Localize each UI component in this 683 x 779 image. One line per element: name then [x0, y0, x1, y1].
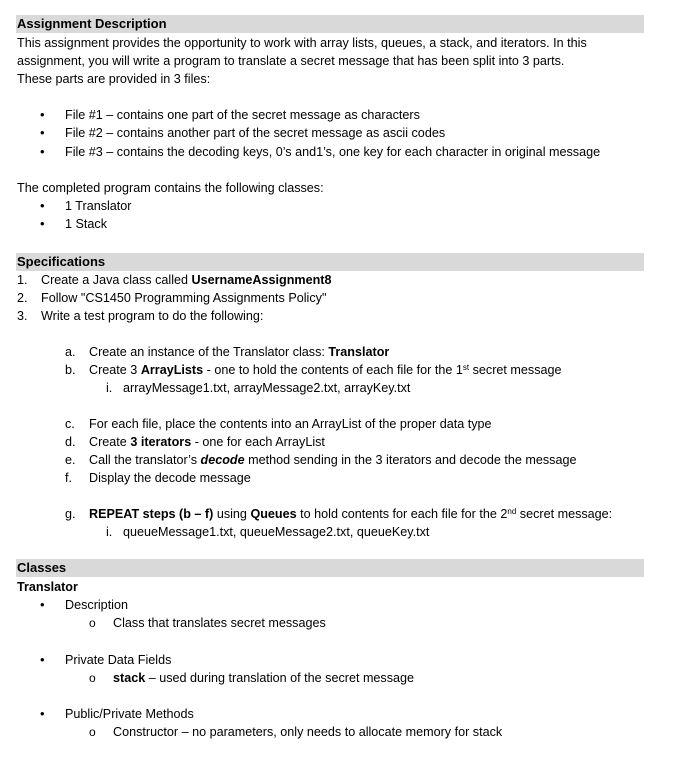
constructor-text: Constructor – no parameters, only needs to allocate memory for stack — [113, 725, 503, 739]
bullet-icon: • — [40, 198, 45, 213]
classes-heading: Classes — [16, 559, 644, 577]
step-letter: e. — [65, 453, 76, 467]
description-label: Description — [65, 598, 128, 612]
spec-item-1: Create a Java class called UsernameAssignment8 — [41, 273, 332, 287]
step-b-files: arrayMessage1.txt, arrayMessage2.txt, arrayKey.txt — [123, 381, 411, 395]
methods-label: Public/Private Methods — [65, 707, 194, 721]
step-letter: a. — [65, 345, 76, 359]
step-f: Display the decode message — [89, 471, 251, 485]
spec-number: 3. — [17, 309, 28, 323]
bullet-icon: • — [40, 144, 45, 159]
spec-item-3: Write a test program to do the following: — [41, 309, 264, 323]
step-e: Call the translator’s decode method sending in the 3 iterators and decode the message — [89, 453, 577, 467]
specifications-heading: Specifications — [16, 253, 644, 271]
class-item-stack: 1 Stack — [65, 217, 107, 231]
intro-line-1: This assignment provides the opportunity to work with array lists, queues, a stack, and iterators. In this — [17, 36, 587, 50]
bullet-icon: • — [40, 597, 45, 612]
bullet-icon: • — [40, 107, 45, 122]
file-item-2: File #2 – contains another part of the secret message as ascii codes — [65, 126, 446, 140]
step-b: Create 3 ArrayLists - one to hold the contents of each file for the 1st secret message — [89, 363, 562, 377]
step-letter: f. — [65, 471, 72, 485]
step-c: For each file, place the contents into an ArrayList of the proper data type — [89, 417, 492, 431]
step-letter: g. — [65, 507, 76, 521]
spec-number: 2. — [17, 291, 28, 305]
bullet-icon: • — [40, 216, 45, 231]
intro-line-2: assignment, you will write a program to translate a secret message that has been split into 3 parts. — [17, 54, 565, 68]
fields-label: Private Data Fields — [65, 653, 172, 667]
assignment-heading: Assignment Description — [16, 15, 644, 33]
intro-line-3: These parts are provided in 3 files: — [17, 72, 211, 86]
circle-bullet-icon: o — [89, 671, 96, 685]
file-item-3: File #3 – contains the decoding keys, 0’s and1’s, one key for each character in original message — [65, 145, 601, 159]
classes-intro: The completed program contains the following classes: — [17, 181, 324, 195]
circle-bullet-icon: o — [89, 725, 96, 739]
step-d: Create 3 iterators - one for each ArrayList — [89, 435, 325, 449]
step-letter: b. — [65, 363, 76, 377]
step-g-files: queueMessage1.txt, queueMessage2.txt, queueKey.txt — [123, 525, 430, 539]
field-stack: stack – used during translation of the secret message — [113, 671, 415, 685]
translator-title: Translator — [17, 580, 78, 594]
step-roman: i. — [106, 381, 113, 395]
step-g: REPEAT steps (b – f) using Queues to hold contents for each file for the 2nd secret message: — [89, 507, 613, 521]
step-a: Create an instance of the Translator class: Translator — [89, 345, 390, 359]
description-text: Class that translates secret messages — [113, 616, 326, 630]
step-roman: i. — [106, 525, 113, 539]
bullet-icon: • — [40, 652, 45, 667]
spec-item-2: Follow "CS1450 Programming Assignments Policy" — [41, 291, 327, 305]
spec-number: 1. — [17, 273, 28, 287]
step-letter: d. — [65, 435, 76, 449]
bullet-icon: • — [40, 706, 45, 721]
bullet-icon: • — [40, 125, 45, 140]
class-item-translator: 1 Translator — [65, 199, 132, 213]
circle-bullet-icon: o — [89, 616, 96, 630]
file-item-1: File #1 – contains one part of the secret message as characters — [65, 108, 420, 122]
step-letter: c. — [65, 417, 75, 431]
